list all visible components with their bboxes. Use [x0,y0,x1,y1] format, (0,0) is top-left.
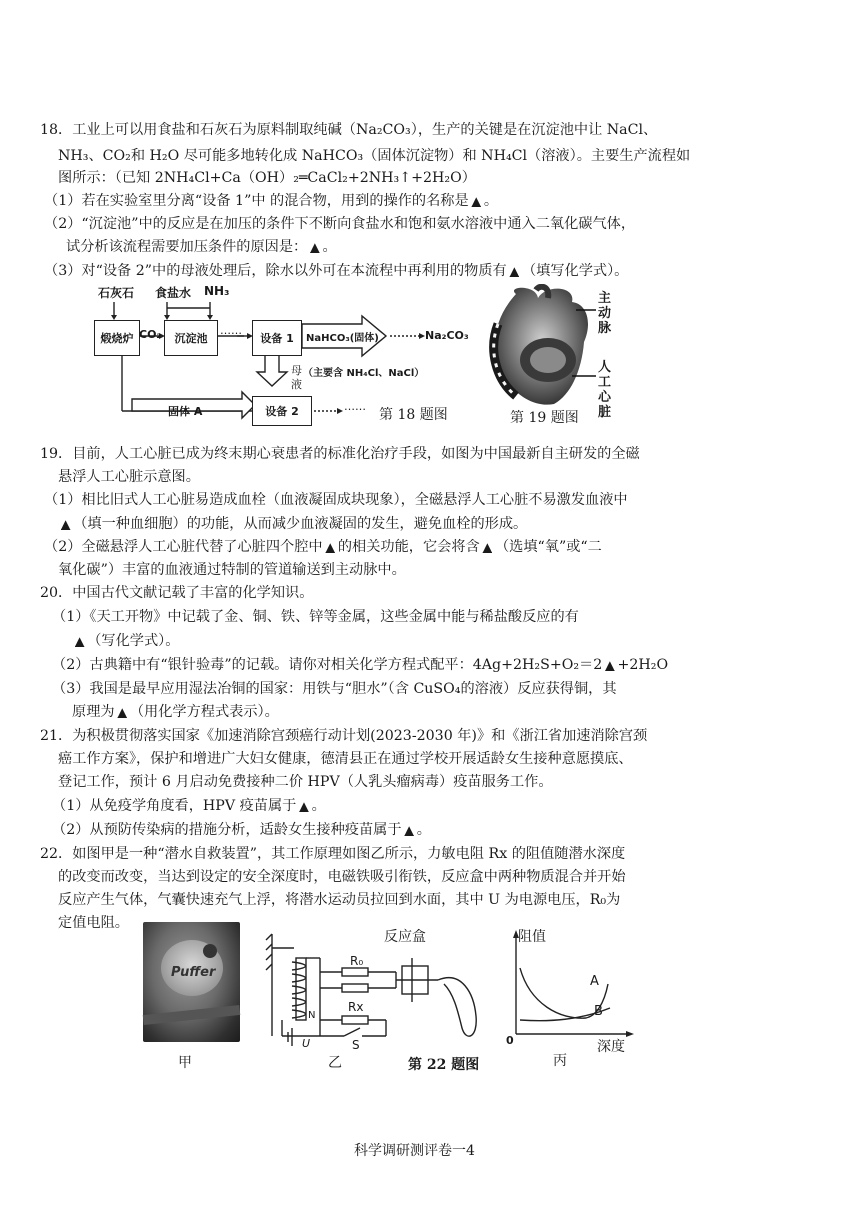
fish-eye-icon [203,944,217,958]
flow-furnace: 煅烧炉 [94,320,140,356]
q19-line-1: 19．目前，人工心脏已成为终末期心衰患者的标准化治疗手段，如图为中国最新自主研发的全磁 [40,446,640,462]
graph-origin-label: 0 [506,1034,514,1047]
q21-part-2 [52,820,431,840]
answer-blank[interactable]: ▲ [509,264,519,278]
q20-part-3b [72,702,279,722]
flow-mother-2: 液 [291,378,302,391]
q21-part-1 [52,796,326,816]
q21-part-1-text: （1）从免疫学角度看，HPV 疫苗属于 [52,798,297,814]
q18-line-1: 18．工业上可以用食盐和石灰石为原料制取纯碱（Na₂CO₃），生产的关键是在沉淀池中让 NaCl、 [40,122,658,138]
q21-line-3: 登记工作，预计 6 月启动免费接种二价 HPV（人乳头瘤病毒）疫苗服务工作。 [58,774,553,790]
q21-part-1-end: 。 [311,798,326,814]
answer-blank[interactable]: ▲ [299,799,309,813]
q19-part-2-text: （2）全磁悬浮人工心脏代替了心脏四个腔中 [44,539,323,555]
q18-part-2b [66,237,337,257]
q18-part-3-end: （填写化学式）。 [521,263,629,279]
q19-part-2b: 氧化碳”）丰富的血液通过特制的管道输送到主动脉中。 [58,562,406,578]
q21-line-1: 21．为积极贯彻落实国家《加速消除宫颈癌行动计划(2023-2030 年)》和《浙江省加速消除宫颈 [40,728,648,744]
rx-label: Rx [348,1000,364,1014]
diver-arm [143,1005,241,1025]
heart-label-aorta-2: 动 [598,306,612,321]
q18-part-2b-end: 。 [322,239,337,255]
voltage-label: U [302,1037,311,1050]
q19-line-2: 悬浮人工心脏示意图。 [58,469,200,485]
q18-part-2: （2）“沉淀池”中的反应是在加压的条件下不断向食盐水和饱和氨水溶液中通入二氧化碳气体， [44,216,636,232]
q20-line-1: 20．中国古代文献记载了丰富的化学知识。 [40,585,314,601]
q19-part-2 [44,537,602,557]
q20-part-3b-text: 原理为 [72,704,115,720]
flow-device-2: 设备 2 [252,396,312,426]
q20-part-2 [52,655,668,675]
q22-caption: 第 22 题图 [408,1057,480,1073]
answer-blank[interactable]: ▲ [404,823,414,837]
flow-device-1: 设备 1 [252,320,302,356]
flow-solid-a: 固体 A [168,405,203,418]
flow-input-brine: 食盐水 [155,286,192,300]
heart-label-artificial-3: 心 [598,390,612,405]
fig22-label-yi: 乙 [328,1055,342,1071]
q21-part-2-end: 。 [416,822,431,838]
flow-input-nh3: NH₃ [204,284,230,298]
heart-label-artificial-2: 工 [598,375,612,390]
q19-part-1b-text: （填一种血细胞）的功能，从而减少血液凝固的发生，避免血栓的形成。 [73,516,528,532]
switch-label: S [352,1038,360,1052]
answer-blank[interactable]: ▲ [75,634,85,648]
heart-label-artificial-4: 脏 [598,405,612,420]
q20-part-3: （3）我国是最早应用湿法冶铜的国家：用铁与“胆水”（含 CuSO₄的溶液）反应获得铜，其 [52,681,617,697]
fig22-label-jia: 甲 [178,1055,192,1071]
flow-dots-2: …… [344,400,366,413]
circuit-diagram [262,924,492,1054]
answer-blank[interactable]: ▲ [482,540,492,554]
q21-line-2: 癌工作方案》，保护和增进广大妇女健康，德清县正在通过学校开展适龄女生接种意愿摸底、 [58,751,633,767]
q20-part-2-end: +2H₂O [617,657,669,673]
q18-part-3-text: （3）对“设备 2”中的母液处理后，除水以外可在本流程中再利用的物质有 [44,263,507,279]
answer-blank[interactable]: ▲ [325,540,335,554]
q20-part-1b [72,631,179,651]
q19-caption: 第 19 题图 [510,410,579,426]
curve-b-label: B [594,1004,603,1019]
flow-nahco3-label: NaHCO₃(固体) [306,333,379,344]
circuit-svg [262,924,492,1054]
q22-line-4: 定值电阻。 [58,915,129,931]
flow-input-limestone: 石灰石 [98,286,135,300]
q18-part-1-end: 。 [483,193,499,209]
heart-label-aorta-3: 脉 [598,321,612,336]
q22-line-2: 的改变而改变，当达到设定的安全深度时，电磁铁吸引衔铁，反应盒中两种物质混合并开始 [58,869,626,885]
answer-blank[interactable]: ▲ [310,240,320,254]
q22-line-1: 22．如图甲是一种“潜水自救装置”，其工作原理如图乙所示，力敏电阻 Rx 的阻值随潜水深度 [40,846,626,862]
q18-caption: 第 18 题图 [379,407,448,423]
q18-part-1 [44,191,498,211]
artificial-heart-image [476,284,616,408]
q22-line-3: 反应产生气体，气囊快速充气上浮，将潜水运动员拉回到水面，其中 U 为电源电压，R₀为 [58,892,621,908]
q19-part-1: （1）相比旧式人工心脏易造成血栓（血液凝固成块现象），全磁悬浮人工心脏不易激发血液中 [44,492,628,508]
magnet-pole-label: N [308,1010,316,1021]
q18-line-2: NH₃、CO₂和 H₂O 尽可能多地转化成 NaHCO₃（固体沉淀物）和 NH₄Cl（溶液）。主要生产流程如 [58,148,691,164]
q20-part-1b-text: （写化学式）。 [87,633,180,649]
diver-photo [143,922,240,1042]
fig22-label-bing: 丙 [553,1053,567,1069]
q20-part-2-text: （2）古典籍中有“银针验毒”的记载。请你对相关化学方程式配平：4Ag+2H₂S+O₂＝2 [52,657,603,673]
heart-label-artificial-1: 人 [598,360,612,375]
q18-part-3 [44,261,628,281]
flow-co2-label: CO₂ [139,328,162,341]
page-footer: 科学调研测评卷一4 [354,1143,475,1159]
q18-part-2b-text: 试分析该流程需要加压条件的原因是： [66,239,308,255]
flow-product: Na₂CO₃ [425,329,469,342]
flow-mother-1: 母 [291,364,302,377]
heart-label-aorta-1: 主 [598,291,612,306]
q18-part-1-text: （1）若在实验室里分离“设备 1”中 的混合物，用到的操作的名称是 [44,193,469,209]
r0-label: R₀ [350,954,364,968]
photo-brand-text: Puffer [171,965,216,980]
reaction-box-label: 反应盒 [384,929,426,945]
q19-part-2-end: （选填“氧”或“二 [494,539,602,555]
graph-x-label: 深度 [597,1039,625,1055]
graph-y-label: 阻值 [518,929,546,945]
answer-blank[interactable]: ▲ [61,517,71,531]
q20-part-1: （1）《天工开物》中记载了金、铜、铁、锌等金属，这些金属中能与稀盐酸反应的有 [52,609,579,625]
resistance-depth-graph [500,924,636,1050]
flow-mother-note: （主要含 NH₄Cl、NaCl） [303,368,425,379]
answer-blank[interactable]: ▲ [117,705,127,719]
answer-blank[interactable]: ▲ [471,194,481,208]
curve-a-label: A [590,974,599,989]
heart-illustration [476,284,616,408]
flow-precipitation-tank: 沉淀池 [164,320,218,356]
q18-line-3: 图所示：（已知 2NH₄Cl+Ca（OH）₂═CaCl₂+2NH₃↑+2H₂O） [58,170,476,186]
q21-part-2-text: （2）从预防传染病的措施分析，适龄女生接种疫苗属于 [52,822,402,838]
answer-blank[interactable]: ▲ [605,658,615,672]
flow-dots-1: …… [220,324,242,337]
q20-part-3b-end: （用化学方程式表示）。 [129,704,279,720]
q19-part-2-mid: 的相关功能，它会将含 [337,539,480,555]
q19-part-1b [58,514,527,534]
